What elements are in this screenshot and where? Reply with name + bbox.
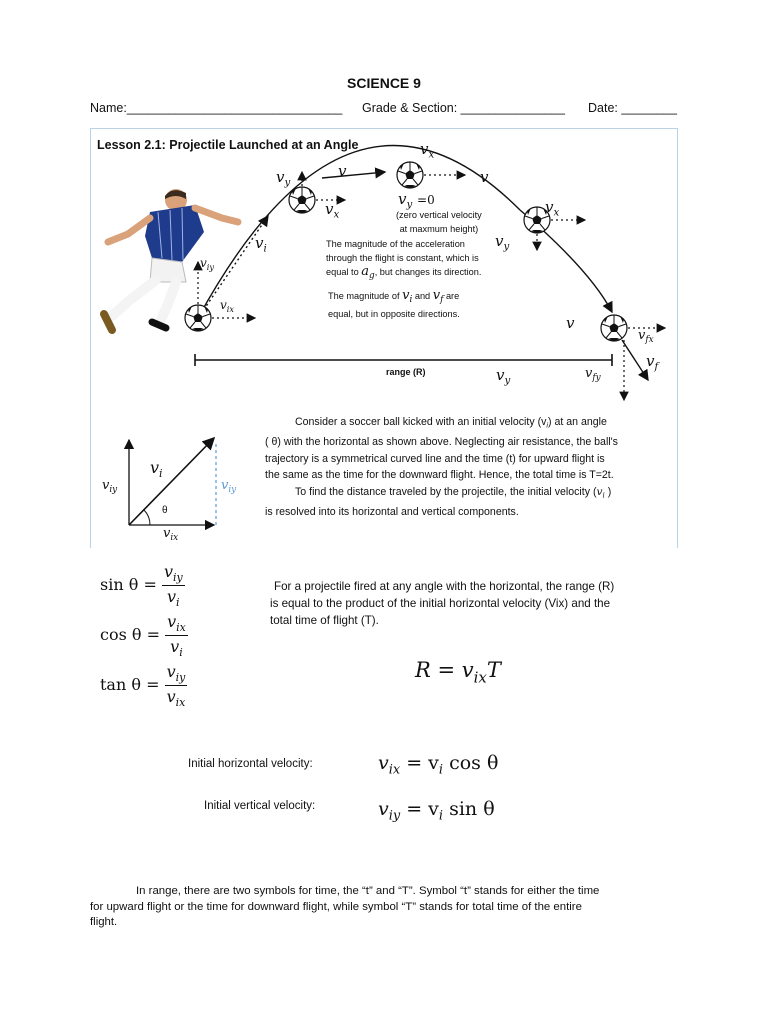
label-vfx: $v_{fx}$ xyxy=(638,328,654,346)
sin-formula: sin θ = $\frac{v_{iy}}{v_i}$ xyxy=(100,562,183,609)
triangle-theta: θ xyxy=(162,505,168,516)
range-paragraph: For a projectile fired at any angle with the horizontal, the range (R) is equal to the product of the initial horizontal velocity (Vix) and the total time of flight (T). xyxy=(270,580,615,627)
soccer-player-illustration xyxy=(104,189,238,330)
tan-formula: tan θ = $\frac{v_{iy}}{v_{ix}}$ xyxy=(100,662,186,709)
vertical-velocity-label: Initial vertical velocity: xyxy=(204,800,316,812)
triangle-label-vi: $v_i$ xyxy=(150,458,163,480)
label-vix: $v_{ix}$ xyxy=(220,298,234,314)
name-field-label: Name:_______________________________ xyxy=(90,101,343,115)
acceleration-note: The magnitude of the acceleration through the flight is constant, which is equal to $a_g$, but changes its direction. xyxy=(326,239,482,282)
label-viy: $v_{iy}$ xyxy=(200,256,214,272)
label-vy-1: $v_y$ xyxy=(276,168,291,189)
triangle-label-viy-blue: $v_{iy}$ xyxy=(221,478,237,496)
label-vi: $v_i$ xyxy=(255,234,267,255)
label-vf: $v_f$ xyxy=(646,352,659,373)
range-line xyxy=(195,354,612,366)
lesson-title: Lesson 2.1: Projectile Launched at an Angle xyxy=(97,138,359,152)
label-v-3: v xyxy=(566,314,575,332)
vertical-velocity-formula: $v_{iy} = v_i$ sin θ xyxy=(378,798,495,824)
ball-start-icon xyxy=(185,305,211,331)
horizontal-velocity-formula: $v_{ix} = v_i$ cos θ xyxy=(378,752,499,778)
label-vx-apex: $v_x$ xyxy=(420,140,435,161)
magnitude-note: The magnitude of $v_i$ and $v_f$ are equal, but in opposite directions. xyxy=(328,288,460,319)
label-v-2: v xyxy=(480,168,489,186)
horizontal-velocity-label: Initial horizontal velocity: xyxy=(188,758,313,770)
label-vy-2: $v_y$ xyxy=(495,232,510,253)
cos-formula: cos θ = $\frac{v_{ix}}{v_i}$ xyxy=(100,612,186,659)
label-vx-2: $v_x$ xyxy=(545,198,560,219)
date-field-label: Date: ________ xyxy=(588,101,677,115)
label-vy-3: $v_y$ xyxy=(496,366,511,387)
label-vx-1: $v_x$ xyxy=(325,200,340,221)
triangle-label-viy: $v_{iy}$ xyxy=(102,478,118,496)
page-title: SCIENCE 9 xyxy=(347,75,421,91)
label-vy-zero: $v_y =0$ xyxy=(398,190,435,211)
ball-apex-icon xyxy=(397,162,423,188)
time-symbols-paragraph: In range, there are two symbols for time, the “t” and “T”. Symbol “t” stands for either the time for upward flight or the time for downward flight, while symbol “T” stands for total time of the entire flight. xyxy=(90,885,600,928)
vector-triangle xyxy=(129,438,216,525)
zero-velocity-note: (zero vertical velocity at maxmum height) xyxy=(396,210,482,234)
range-label: range (R) xyxy=(386,367,426,377)
intro-paragraph: Consider a soccer ball kicked with an initial velocity $(v_i)$ at an angle ( θ) with the horizontal as shown above. Neglecting air resistance, the ball's trajectory is a symmetrical curved line and the time (t) for upward flight is the same as the time for the downward flight. Hence, the total time is T=2t. To find the distance traveled by the projectile, the initial velocity ($v_i$ ) is resolved into its horizontal and vertical components. xyxy=(265,416,618,518)
range-formula: $R = v_{ix}T$ xyxy=(415,658,501,687)
grade-section-field-label: Grade & Section: _______________ xyxy=(362,101,565,115)
ball-end-icon xyxy=(601,315,627,341)
triangle-label-vix: $v_{ix}$ xyxy=(163,526,179,544)
label-v-1: v xyxy=(338,162,347,180)
ball-rising-icon xyxy=(289,187,315,213)
label-vfy: $v_{fy}$ xyxy=(585,366,601,384)
